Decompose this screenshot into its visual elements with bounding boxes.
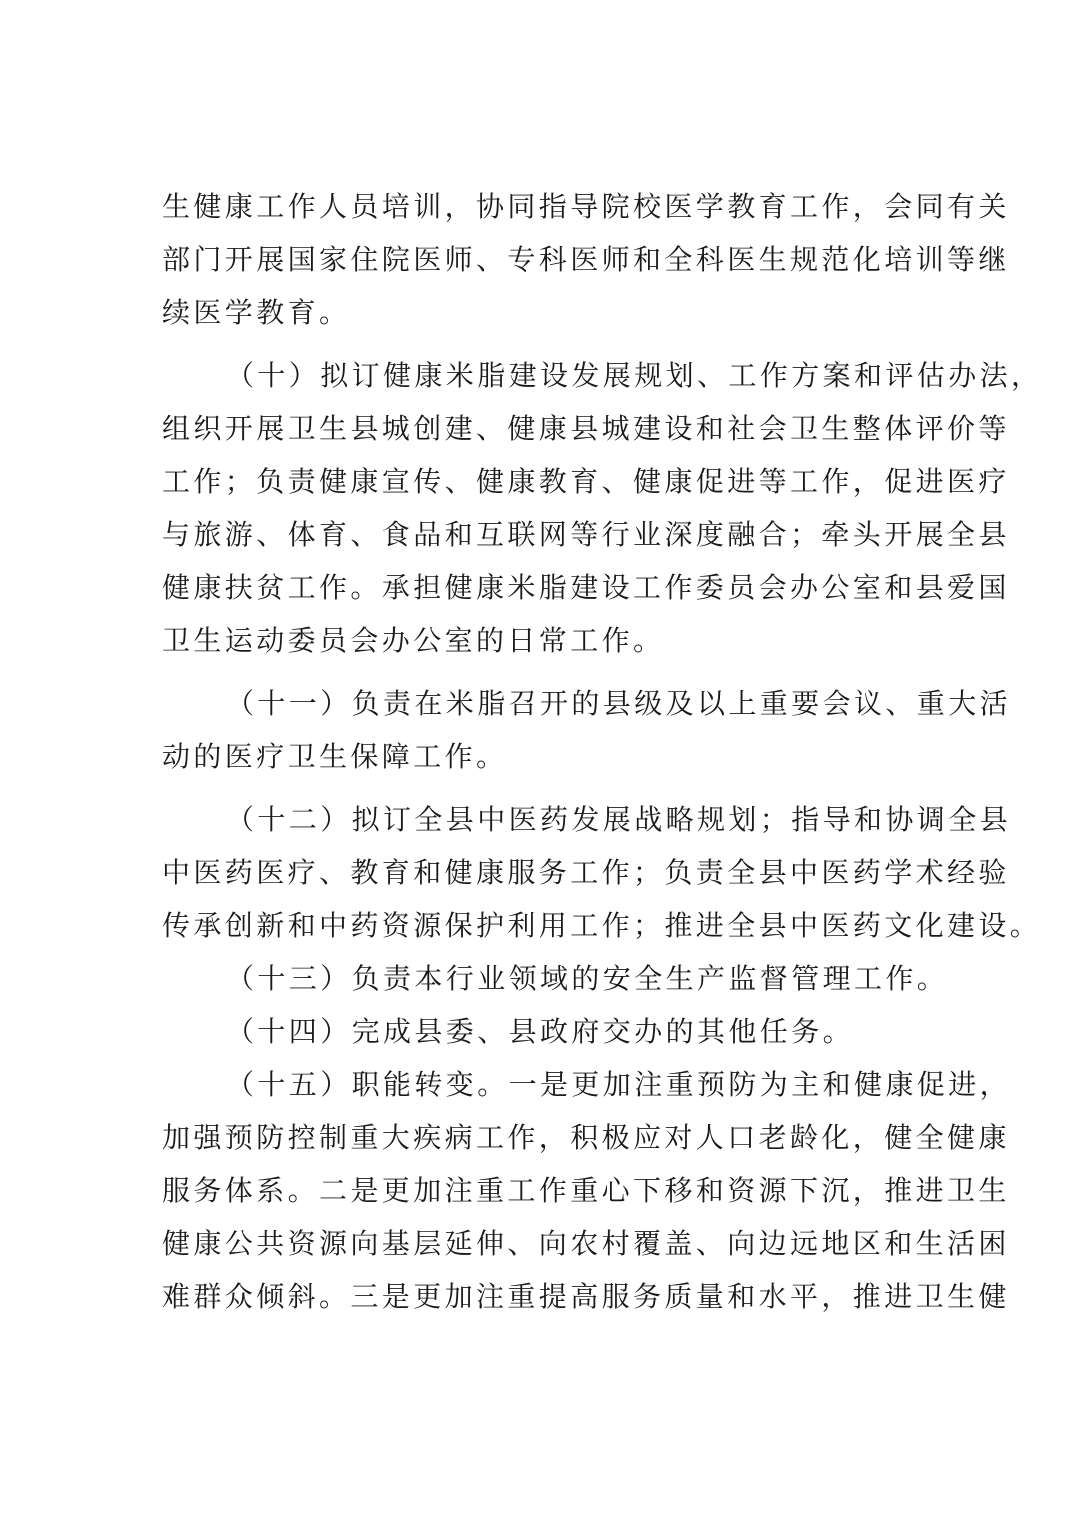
text-line: 服务体系。二是更加注重工作重心下移和资源下沉，推进卫生 xyxy=(162,1174,1010,1207)
text-line: 组织开展卫生县城创建、健康县城建设和社会卫生整体评价等 xyxy=(162,412,1010,445)
text-line: 生健康工作人员培训，协同指导院校医学教育工作，会同有关 xyxy=(162,190,1010,223)
text-line: 中医药医疗、教育和健康服务工作；负责全县中医药学术经验 xyxy=(162,856,1010,889)
text-line: 卫生运动委员会办公室的日常工作。 xyxy=(162,624,665,657)
text-line: 部门开展国家住院医师、专科医师和全科医生规范化培训等继 xyxy=(162,243,1010,276)
text-line: 难群众倾斜。三是更加注重提高服务质量和水平，推进卫生健 xyxy=(162,1280,1010,1313)
paragraph-fourteen: （十四）完成县委、县政府交办的其他任务。 xyxy=(226,1015,855,1048)
paragraph-eleven-start: （十一）负责在米脂召开的县级及以上重要会议、重大活 xyxy=(226,687,1012,720)
text-line: 工作；负责健康宣传、健康教育、健康促进等工作，促进医疗 xyxy=(162,465,1010,498)
text-line: 健康扶贫工作。承担健康米脂建设工作委员会办公室和县爱国 xyxy=(162,571,1010,604)
text-line: 续医学教育。 xyxy=(162,296,351,329)
text-line: 健康公共资源向基层延伸、向农村覆盖、向边远地区和生活困 xyxy=(162,1227,1010,1260)
text-line: 加强预防控制重大疾病工作，积极应对人口老龄化，健全健康 xyxy=(162,1121,1010,1154)
text-line: 传承创新和中药资源保护利用工作；推进全县中医药文化建设。 xyxy=(162,909,1042,942)
paragraph-ten-start: （十）拟订健康米脂建设发展规划、工作方案和评估办法， xyxy=(226,359,1043,392)
text-line: 与旅游、体育、食品和互联网等行业深度融合；牵头开展全县 xyxy=(162,518,1010,551)
body-text xyxy=(162,180,1043,1323)
paragraph-fifteen-start: （十五）职能转变。一是更加注重预防为主和健康促进， xyxy=(226,1068,1012,1101)
paragraph-twelve-start: （十二）拟订全县中医药发展战略规划；指导和协调全县 xyxy=(226,803,1012,836)
paragraph-thirteen: （十三）负责本行业领域的安全生产监督管理工作。 xyxy=(226,962,949,995)
text-line: 动的医疗卫生保障工作。 xyxy=(162,740,508,773)
